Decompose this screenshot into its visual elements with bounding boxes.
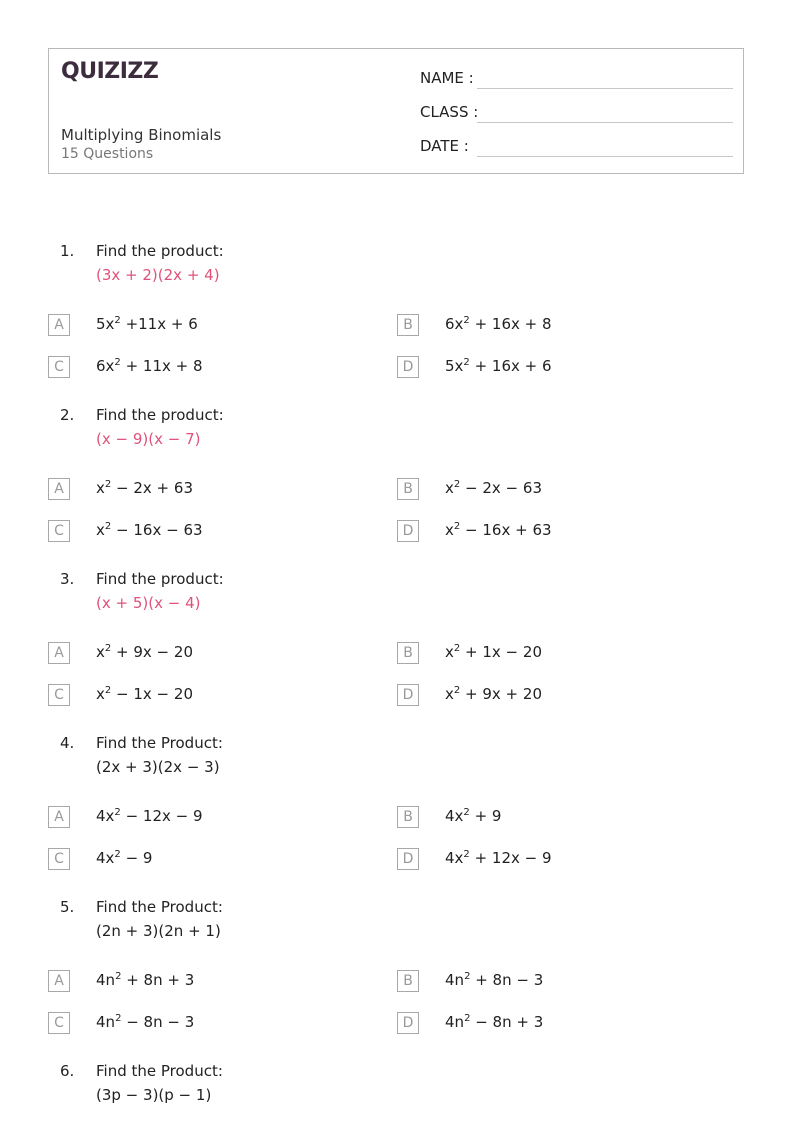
date-label: DATE : <box>420 137 469 155</box>
option-text: $4x^2 + 9$ <box>445 807 502 825</box>
option-text: $5x^2 + 16x + 6$ <box>445 357 552 375</box>
option-text: $x^2 - 1x - 20$ <box>96 685 193 703</box>
question-prompt: Find the Product: <box>96 1062 223 1080</box>
option-text: $4n^2 + 8n + 3$ <box>96 971 195 989</box>
worksheet-title: Multiplying Binomials <box>61 126 222 144</box>
option-letter: D <box>397 684 419 706</box>
question-2 <box>0 406 794 570</box>
question-expression: (2x + 3)(2x − 3) <box>96 758 220 776</box>
option-letter: C <box>48 356 70 378</box>
option-letter: C <box>48 520 70 542</box>
option-text: $6x^2 + 16x + 8$ <box>445 315 552 333</box>
question-1 <box>0 242 794 406</box>
option-letter: A <box>48 970 70 992</box>
question-number: 4. <box>60 734 75 752</box>
quizizz-logo: QUIZIZZ <box>61 59 159 84</box>
question-prompt: Find the Product: <box>96 734 223 752</box>
question-expression: (x − 9)(x − 7) <box>96 430 201 448</box>
name-field[interactable] <box>420 69 474 87</box>
option-text: $x^2 - 16x - 63$ <box>96 521 203 539</box>
question-5 <box>0 898 794 1062</box>
question-expression: (3x + 2)(2x + 4) <box>96 266 220 284</box>
name-label: NAME : <box>420 69 474 87</box>
question-expression: (x + 5)(x − 4) <box>96 594 201 612</box>
option-text: $4x^2 + 12x - 9$ <box>445 849 552 867</box>
option-text: $x^2 + 1x - 20$ <box>445 643 542 661</box>
question-prompt: Find the Product: <box>96 898 223 916</box>
worksheet-header <box>48 48 744 174</box>
option-letter: D <box>397 1012 419 1034</box>
option-text: $4x^2 - 9$ <box>96 849 153 867</box>
option-text: $x^2 - 2x - 63$ <box>445 479 542 497</box>
question-4 <box>0 734 794 898</box>
class-line[interactable] <box>477 122 733 123</box>
option-letter: D <box>397 520 419 542</box>
option-text: $4n^2 - 8n - 3$ <box>96 1013 195 1031</box>
option-text: $6x^2 + 11x + 8$ <box>96 357 203 375</box>
option-letter: B <box>397 970 419 992</box>
option-letter: A <box>48 642 70 664</box>
class-label: CLASS : <box>420 103 479 121</box>
question-number: 6. <box>60 1062 75 1080</box>
option-letter: A <box>48 314 70 336</box>
option-letter: D <box>397 356 419 378</box>
option-letter: D <box>397 848 419 870</box>
option-letter: B <box>397 806 419 828</box>
name-line[interactable] <box>477 88 733 89</box>
option-text: $4x^2 - 12x - 9$ <box>96 807 203 825</box>
option-letter: A <box>48 806 70 828</box>
date-line[interactable] <box>477 156 733 157</box>
option-text: $5x^2 +11x + 6$ <box>96 315 198 333</box>
option-letter: C <box>48 848 70 870</box>
question-prompt: Find the product: <box>96 406 224 424</box>
option-letter: B <box>397 314 419 336</box>
question-expression: (3p − 3)(p − 1) <box>96 1086 212 1104</box>
option-letter: B <box>397 478 419 500</box>
option-letter: C <box>48 1012 70 1034</box>
question-3 <box>0 570 794 734</box>
option-text: $x^2 + 9x - 20$ <box>96 643 193 661</box>
option-text: $x^2 + 9x + 20$ <box>445 685 542 703</box>
option-letter: B <box>397 642 419 664</box>
question-number: 5. <box>60 898 75 916</box>
option-text: $x^2 - 2x + 63$ <box>96 479 193 497</box>
question-number: 3. <box>60 570 75 588</box>
class-field[interactable] <box>420 103 478 121</box>
option-text: $4n^2 + 8n - 3$ <box>445 971 544 989</box>
option-text: $x^2 - 16x + 63$ <box>445 521 552 539</box>
question-number: 1. <box>60 242 75 260</box>
question-6 <box>0 1062 794 1112</box>
option-letter: C <box>48 684 70 706</box>
question-prompt: Find the product: <box>96 242 224 260</box>
option-letter: A <box>48 478 70 500</box>
question-prompt: Find the product: <box>96 570 224 588</box>
date-field[interactable] <box>420 137 469 155</box>
question-count: 15 Questions <box>61 146 154 162</box>
question-number: 2. <box>60 406 75 424</box>
question-expression: (2n + 3)(2n + 1) <box>96 922 221 940</box>
option-text: $4n^2 - 8n + 3$ <box>445 1013 544 1031</box>
